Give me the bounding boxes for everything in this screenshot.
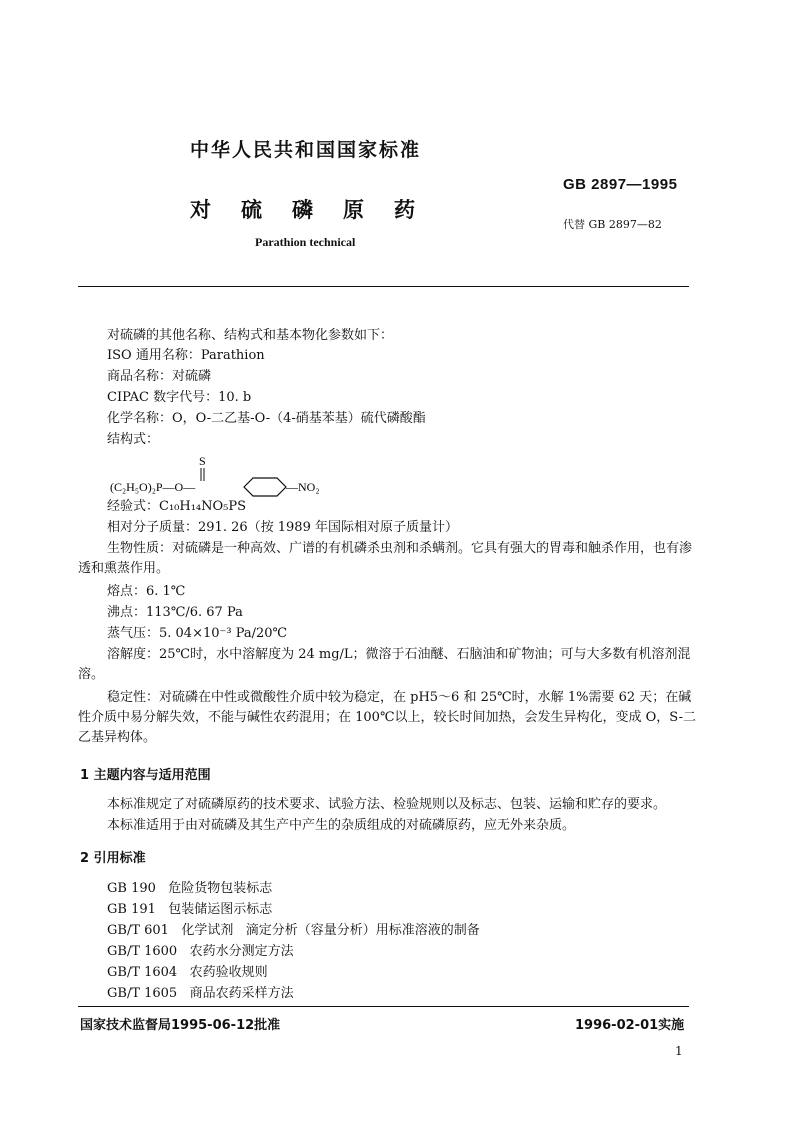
- page-number: 1: [675, 1044, 683, 1058]
- reference-item: GB/T 601 化学试剂 滴定分析（容量分析）用标准溶液的制备: [107, 923, 480, 938]
- reference-item: GB/T 1605 商品农药采样方法: [107, 986, 294, 1001]
- trade-name: 商品名称：对硫磷: [107, 369, 212, 384]
- section-1-paragraph-2: 本标准适用于由对硫磷及其生产中产生的杂质组成的对硫磷原药，应无外来杂质。: [107, 818, 576, 833]
- approval-date: 国家技术监督局1995-06-12批准: [80, 1018, 281, 1033]
- structural-formula: [110, 453, 370, 503]
- iso-name: ISO 通用名称：Parathion: [107, 348, 265, 363]
- sulfur-atom: S: [199, 454, 206, 468]
- solubility: 溶解度：25℃时，水中溶解度为 24 mg/L；微溶于石油醚、石脑油和矿物油；可与大多数有机溶剂混溶。: [78, 647, 691, 682]
- section-1-paragraph-1: 本标准规定了对硫磷原药的技术要求、试验方法、检验规则以及标志、包装、运输和贮存的要求。: [107, 797, 667, 812]
- reference-item: GB 190 危险货物包装标志: [107, 881, 273, 896]
- boiling-point: 沸点：113℃/6. 67 Pa: [107, 605, 243, 620]
- stability: 稳定性：对硫磷在中性或微酸性介质中较为稳定，在 pH5～6 和 25℃时，水解 1%需要 62 天；在碱性介质中易分解失效，不能与碱性农药混用；在 100℃以上，较长时间加热，会发生异构化，变成 O，S-二乙基异构体。: [78, 690, 697, 745]
- reference-item: GB/T 1600 农药水分测定方法: [107, 944, 294, 959]
- empirical-formula: 经验式：C₁₀H₁₄NO₅PS: [107, 499, 247, 514]
- header-divider: [78, 286, 689, 287]
- biological-properties: 生物性质：对硫磷是一种高效、广谱的有机磷杀虫剂和杀螨剂。它具有强大的胃毒和触杀作用，也有渗透和熏蒸作用。: [78, 541, 693, 576]
- cipac-code: CIPAC 数字代号：10. b: [107, 390, 252, 405]
- document-title-english: Parathion technical: [255, 235, 356, 249]
- vapor-pressure: 蒸气压：5. 04×10⁻³ Pa/20℃: [107, 626, 288, 641]
- ester-group: (C₂H₅O)₂P—O—: [110, 480, 196, 494]
- reference-item: GB 191 包装储运图示标志: [107, 902, 273, 917]
- national-standard-heading: 中华人民共和国国家标准: [190, 139, 422, 161]
- molecular-mass: 相对分子质量：291. 26（按 1989 年国际相对原子质量计）: [107, 520, 458, 535]
- intro-lead: 对硫磷的其他名称、结构式和基本物化参数如下：: [107, 328, 394, 343]
- melting-point: 熔点：6. 1℃: [107, 584, 186, 599]
- structure-label: 结构式：: [107, 432, 160, 447]
- document-title: 对硫磷原药: [190, 198, 445, 222]
- chemical-name: 化学名称：O，O-二乙基-O-（4-硝基苯基）硫代磷酸酯: [107, 411, 426, 426]
- structural-formula-drawing: [110, 453, 370, 499]
- footer-divider: [78, 1006, 689, 1007]
- nitro-group: —NO₂: [286, 480, 320, 494]
- reference-item: GB/T 1604 农药验收规则: [107, 965, 268, 980]
- section-1-heading: 1 主题内容与适用范围: [80, 768, 211, 783]
- standard-number: GB 2897—1995: [563, 176, 678, 193]
- effective-date: 1996-02-01实施: [575, 1018, 685, 1033]
- benzene-ring: [244, 478, 286, 496]
- replaces-note: 代替 GB 2897—82: [563, 218, 662, 231]
- section-2-heading: 2 引用标准: [80, 851, 146, 866]
